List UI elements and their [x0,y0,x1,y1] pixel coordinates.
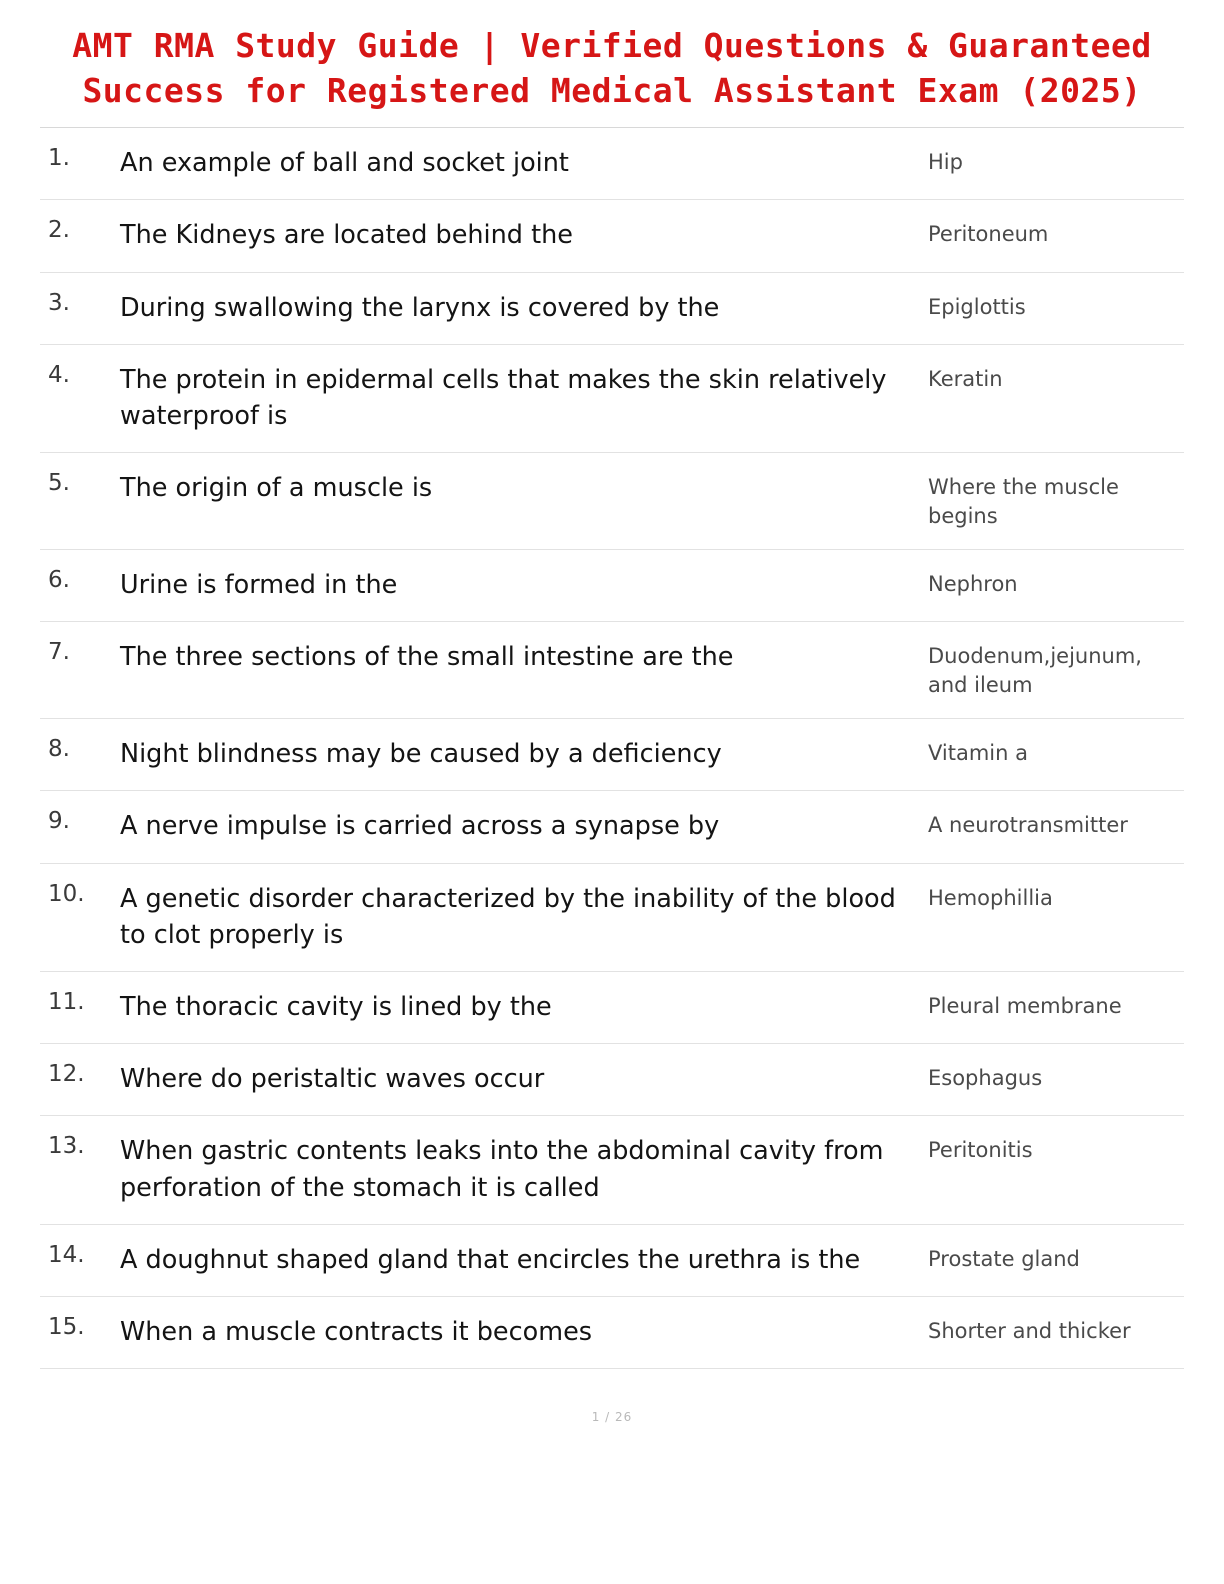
item-answer: Esophagus [928,1066,1043,1091]
item-number: 10. [48,880,85,907]
table-row [40,200,1184,272]
item-number: 6. [48,567,70,594]
table-row [40,1224,1184,1296]
table-bottom-divider [40,1368,1184,1370]
table-row [40,1116,1184,1224]
item-answer: Where the muscle begins [928,475,1119,529]
item-question: A genetic disorder characterized by the inability of the blood to clot properly is [120,883,896,950]
page-title: AMT RMA Study Guide | Verified Questions & Guaranteed Success for Registered Medical Assistant Exam (2025) [72,26,1152,110]
item-question: Night blindness may be caused by a deficiency [120,739,722,770]
item-answer: Keratin [928,366,1003,391]
item-question: An example of ball and socket joint [120,148,569,179]
item-question: When gastric contents leaks into the abdominal cavity from perforation of the stomach it is called [120,1136,884,1203]
item-question: The origin of a muscle is [120,473,433,504]
item-answer: Hip [928,150,963,175]
item-number: 5. [48,470,70,497]
item-question: During swallowing the larynx is covered by the [120,292,720,323]
item-number: 9. [48,808,70,835]
table-row [40,128,1184,200]
page-number-footer: 1 / 26 [591,1410,633,1425]
item-number: 2. [48,217,70,244]
table-row [40,622,1184,719]
table-row [40,1297,1184,1369]
item-question: A nerve impulse is carried across a synapse by [120,811,720,842]
item-answer: A neurotransmitter [928,813,1128,838]
item-answer: Pleural membrane [928,994,1122,1018]
item-number: 13. [48,1133,85,1160]
table-row [40,972,1184,1044]
item-answer: Shorter and thicker [928,1319,1131,1344]
item-answer: Duodenum,jejunum, and ileum [928,644,1142,698]
item-answer: Nephron [928,572,1018,597]
item-number: 3. [48,289,70,316]
item-number: 15. [48,1314,85,1341]
item-number: 12. [48,1061,85,1088]
table-row [40,550,1184,622]
item-answer: Epiglottis [928,294,1026,319]
item-question: The protein in epidermal cells that makes the skin relatively waterproof is [120,364,887,431]
table-body [40,128,1184,1369]
item-question: Where do peristaltic waves occur [120,1064,545,1095]
item-number: 8. [48,736,70,763]
table-row [40,453,1184,550]
item-question: Urine is formed in the [120,570,398,601]
item-number: 7. [48,639,70,666]
item-answer: Vitamin a [928,741,1028,766]
item-number: 14. [48,1241,85,1268]
item-answer: Prostate gland [928,1246,1080,1271]
table-row [40,344,1184,452]
table-row [40,272,1184,344]
item-answer: Hemophillia [928,885,1053,910]
item-question: When a muscle contracts it becomes [120,1317,593,1348]
table-row [40,719,1184,791]
item-number: 1. [48,145,70,172]
item-question: The Kidneys are located behind the [120,220,573,251]
table-row [40,791,1184,863]
item-question: The thoracic cavity is lined by the [120,992,552,1022]
question-answer-table [40,127,1184,1368]
item-number: 11. [48,989,85,1015]
item-answer: Peritoneum [928,222,1049,247]
item-number: 4. [48,361,70,388]
item-question: The three sections of the small intestine are the [120,642,734,673]
table-row [40,863,1184,971]
table-row [40,1044,1184,1116]
item-question: A doughnut shaped gland that encircles the urethra is the [120,1244,861,1275]
item-answer: Peritonitis [928,1138,1033,1163]
